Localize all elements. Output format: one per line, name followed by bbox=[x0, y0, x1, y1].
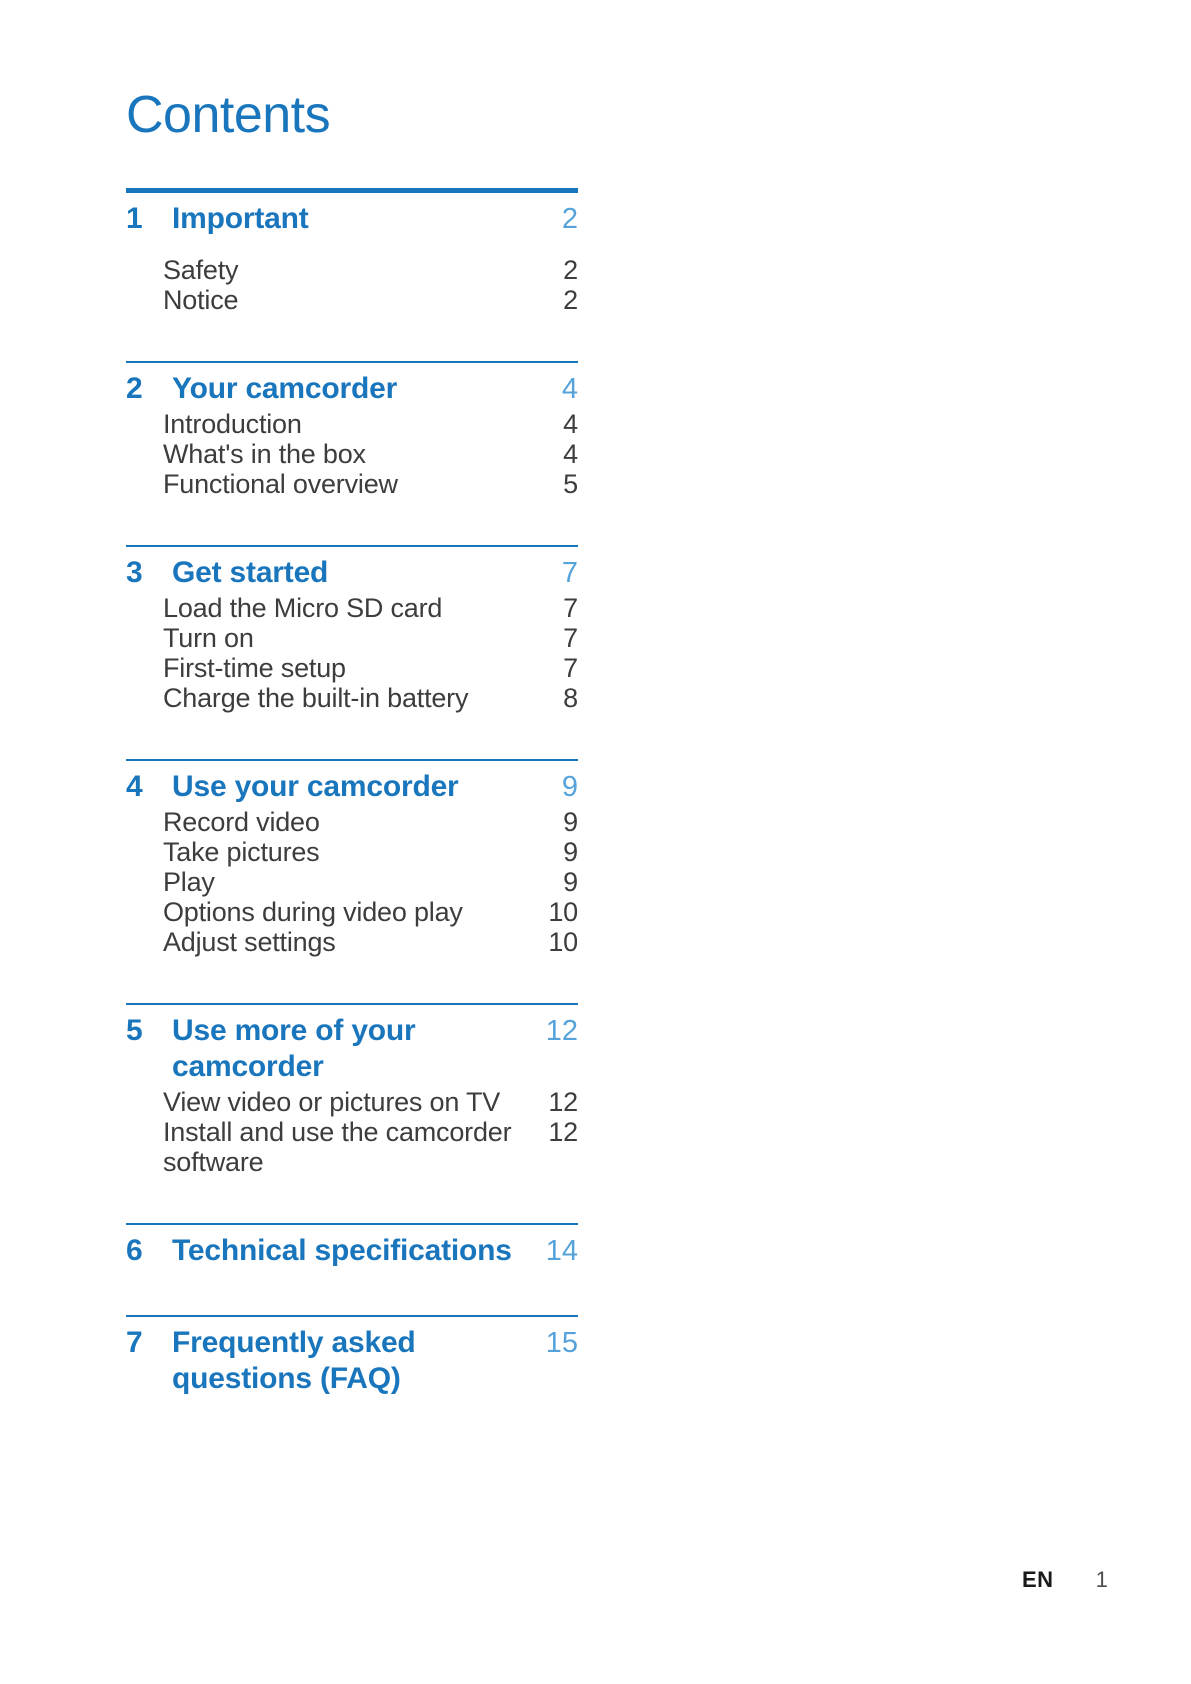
toc-section-title: Get started bbox=[172, 556, 329, 589]
toc-section-page-number: 12 bbox=[545, 1015, 578, 1047]
toc-item-page-number: 12 bbox=[548, 1117, 578, 1147]
toc-item-page-number: 5 bbox=[563, 469, 578, 499]
toc-item-page-number: 12 bbox=[548, 1087, 578, 1117]
toc-item-page-number: 10 bbox=[548, 927, 578, 957]
toc-section-number: 1 bbox=[126, 202, 143, 235]
toc-section bbox=[126, 188, 578, 361]
toc-item-label: Notice bbox=[163, 285, 239, 315]
toc-item-page-number: 4 bbox=[563, 439, 578, 469]
toc-item-label: Options during video play bbox=[163, 897, 463, 927]
toc-item[interactable] bbox=[126, 653, 578, 683]
toc-section-heading[interactable] bbox=[126, 1233, 578, 1269]
toc-section-heading[interactable] bbox=[126, 201, 578, 237]
toc-item[interactable] bbox=[126, 409, 578, 439]
toc-section-heading[interactable] bbox=[126, 1013, 578, 1085]
toc-item-page-number: 10 bbox=[548, 897, 578, 927]
toc-section-heading[interactable] bbox=[126, 555, 578, 591]
toc-section-items bbox=[126, 593, 578, 713]
toc-item-page-number: 8 bbox=[563, 683, 578, 713]
toc-section-number: 7 bbox=[126, 1326, 143, 1359]
toc-section bbox=[126, 1315, 578, 1397]
toc-item-page-number: 2 bbox=[563, 255, 578, 285]
toc-item-label: Charge the built-in battery bbox=[163, 683, 469, 713]
toc-section bbox=[126, 759, 578, 1003]
toc bbox=[126, 86, 578, 1397]
toc-section-title: Technical specifications bbox=[172, 1234, 512, 1267]
toc-item[interactable] bbox=[126, 807, 578, 837]
toc-section bbox=[126, 1003, 578, 1223]
toc-section-number: 2 bbox=[126, 372, 143, 405]
toc-item[interactable] bbox=[126, 1117, 578, 1177]
toc-item-label: Functional overview bbox=[163, 469, 398, 499]
toc-item-page-number: 7 bbox=[563, 623, 578, 653]
toc-section bbox=[126, 1223, 578, 1315]
toc-section-title: Your camcorder bbox=[172, 372, 398, 405]
toc-section-items bbox=[126, 807, 578, 957]
toc-section-page-number: 2 bbox=[561, 203, 578, 235]
toc-item-label: What's in the box bbox=[163, 439, 366, 469]
toc-section-page-number: 15 bbox=[545, 1327, 578, 1359]
footer-language-label: EN bbox=[1022, 1567, 1054, 1592]
toc-section-title: Important bbox=[172, 202, 309, 235]
toc-section-page-number: 14 bbox=[545, 1235, 578, 1267]
toc-section-title: Use more of your camcorder bbox=[172, 1014, 416, 1083]
toc-section-items bbox=[126, 255, 578, 315]
toc-item[interactable] bbox=[126, 867, 578, 897]
toc-item[interactable] bbox=[126, 439, 578, 469]
toc-section-number: 5 bbox=[126, 1014, 143, 1047]
toc-section-number: 4 bbox=[126, 770, 143, 803]
toc-item-label: Safety bbox=[163, 255, 239, 285]
toc-item[interactable] bbox=[126, 897, 578, 927]
toc-section-page-number: 4 bbox=[561, 373, 578, 405]
toc-item-label: Adjust settings bbox=[163, 927, 336, 957]
toc-item[interactable] bbox=[126, 623, 578, 653]
toc-section-items bbox=[126, 409, 578, 499]
toc-item-page-number: 7 bbox=[563, 593, 578, 623]
toc-item-label: Play bbox=[163, 867, 215, 897]
toc-item[interactable] bbox=[126, 469, 578, 499]
toc-item-label: Load the Micro SD card bbox=[163, 593, 443, 623]
toc-item-label: Turn on bbox=[163, 623, 254, 653]
page-title: Contents bbox=[126, 86, 331, 144]
toc-item-label: Take pictures bbox=[163, 837, 320, 867]
toc-section bbox=[126, 361, 578, 545]
toc-section-page-number: 9 bbox=[561, 771, 578, 803]
toc-item-label: Introduction bbox=[163, 409, 302, 439]
toc-item-page-number: 9 bbox=[563, 867, 578, 897]
toc-section-number: 3 bbox=[126, 556, 143, 589]
toc-item[interactable] bbox=[126, 593, 578, 623]
toc-section-page-number: 7 bbox=[561, 557, 578, 589]
toc-section-heading[interactable] bbox=[126, 769, 578, 805]
toc-section-items bbox=[126, 1087, 578, 1177]
toc-item-page-number: 9 bbox=[563, 837, 578, 867]
toc-item-label: View video or pictures on TV bbox=[163, 1087, 501, 1117]
toc-section-heading[interactable] bbox=[126, 371, 578, 407]
toc-sections bbox=[126, 188, 578, 1397]
toc-item-page-number: 9 bbox=[563, 807, 578, 837]
toc-section-heading[interactable] bbox=[126, 1325, 578, 1397]
toc-item[interactable] bbox=[126, 255, 578, 285]
toc-item[interactable] bbox=[126, 927, 578, 957]
toc-section-number: 6 bbox=[126, 1234, 143, 1267]
toc-item-label: First-time setup bbox=[163, 653, 346, 683]
toc-item-page-number: 7 bbox=[563, 653, 578, 683]
toc-item[interactable] bbox=[126, 1087, 578, 1117]
toc-item[interactable] bbox=[126, 837, 578, 867]
toc-item-label: Record video bbox=[163, 807, 320, 837]
toc-section-title: Frequently asked questions (FAQ) bbox=[172, 1326, 416, 1395]
toc-section-title: Use your camcorder bbox=[172, 770, 459, 803]
toc-item-page-number: 4 bbox=[563, 409, 578, 439]
toc-item[interactable] bbox=[126, 285, 578, 315]
toc-item[interactable] bbox=[126, 683, 578, 713]
toc-section bbox=[126, 545, 578, 759]
footer-page-number: 1 bbox=[1095, 1567, 1108, 1592]
toc-item-label: Install and use the camcorder software bbox=[163, 1117, 512, 1177]
toc-item-page-number: 2 bbox=[563, 285, 578, 315]
page-footer bbox=[1022, 1568, 1108, 1592]
